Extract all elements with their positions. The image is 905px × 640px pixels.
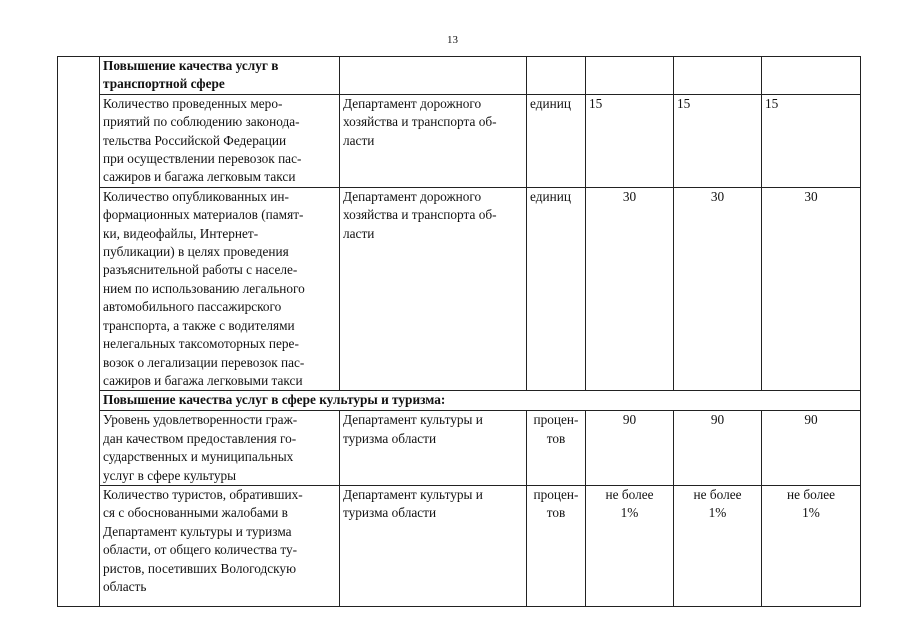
value-cell: 90 [674,411,762,486]
indicators-table [57,56,861,607]
indicator-name: Количество опубликованных ин- формационных материалов (памят- ки, видеофайлы, Интернет- публикации) в целях проведения разъяснительной работы с населе- нием по использованию легального автомобильного пассажирского транспорта, а также с водителями нелегальных таксомоторных пере- возок о легализации перевозок пас- сажиров и багажа легковыми такси [100,187,340,390]
unit-of-measure: единиц [527,187,586,390]
responsible-department: Департамент дорожного хозяйства и транспорта об- ласти [340,94,527,187]
indicator-name: Уровень удовлетворенности граж- дан качеством предоставления го- сударственных и муниципальных услуг в сфере культуры [100,411,340,486]
value-cell: 15 [762,94,861,187]
value-cell: 15 [586,94,674,187]
empty-cell [586,57,674,95]
value-cell: 90 [762,411,861,486]
value-cell: не более 1% [674,485,762,606]
table-row [58,94,861,187]
section-heading: Повышение качества услуг в транспортной сфере [100,57,340,95]
section-heading-row [58,391,861,411]
empty-cell [762,57,861,95]
value-cell: 90 [586,411,674,486]
unit-of-measure: процен- тов [527,411,586,486]
index-column-cell [58,57,100,607]
value-cell: 30 [674,187,762,390]
responsible-department: Департамент культуры и туризма области [340,485,527,606]
unit-of-measure: единиц [527,94,586,187]
unit-of-measure: процен- тов [527,485,586,606]
responsible-department: Департамент дорожного хозяйства и транспорта об- ласти [340,187,527,390]
page-number: 13 [447,34,458,46]
value-cell: не более 1% [586,485,674,606]
value-cell: не более 1% [762,485,861,606]
value-cell: 30 [762,187,861,390]
indicator-name: Количество проведенных меро- приятий по соблюдению законода- тельства Российской Федерации при осуществлении перевозок пас- сажиров и багажа легковым такси [100,94,340,187]
value-cell: 15 [674,94,762,187]
value-cell: 30 [586,187,674,390]
section-heading-row [58,57,861,95]
empty-cell [674,57,762,95]
indicator-name: Количество туристов, обративших- ся с обоснованными жалобами в Департамент культуры и туризма области, от общего количества ту- ристов, посетивших Вологодскую область [100,485,340,606]
responsible-department: Департамент культуры и туризма области [340,411,527,486]
table-row [58,187,861,390]
empty-cell [527,57,586,95]
section-heading: Повышение качества услуг в сфере культуры и туризма: [100,391,861,411]
table-row [58,411,861,486]
empty-cell [340,57,527,95]
table-row [58,485,861,606]
